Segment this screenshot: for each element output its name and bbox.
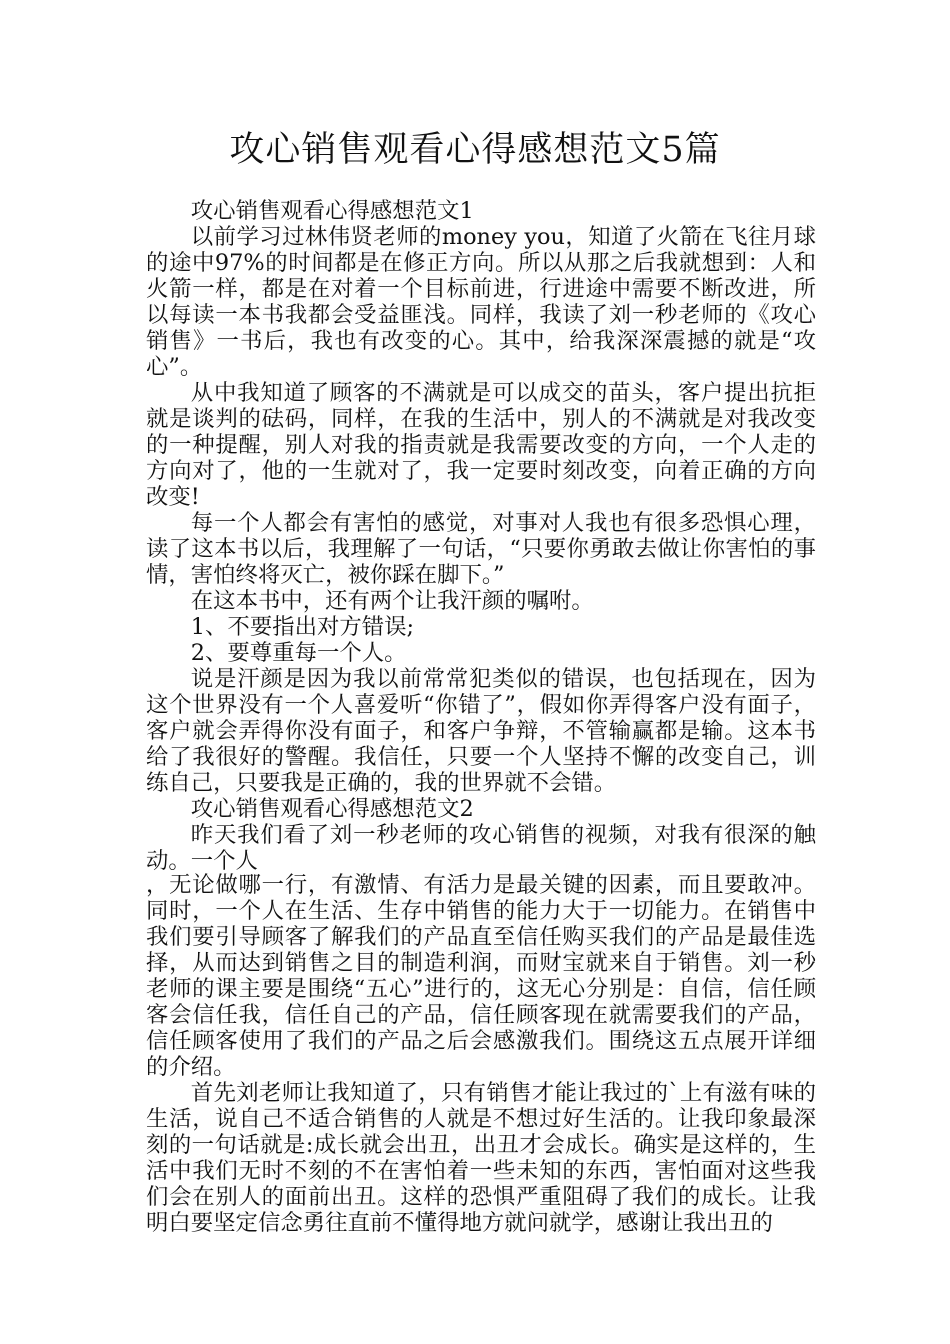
paragraph-continued: ，无论做哪一行，有激情、有活力是最关键的因素，而且要敢冲。同时，一个人在生活、生存中销售的能力大于一切能力。在销售中我们要引导顾客了解我们的产品直至信任购买我们的产品是最佳选择，从而达到销售之目的制造利润，而财宝就来自于销售。刘一秒老师的课主要是围绕“五心”进行的，这无心分别是：自信，信任顾客会信任我，信任自己的产品，信任顾客现在就需要我们的产品，信任顾客使用了我们的产品之后会感激我们。围绕这五点展开详细的介绍。 [146,872,816,1080]
document-title: 攻心销售观看心得感想范文5篇 [229,130,721,170]
paragraph: 每一个人都会有害怕的感觉，对事对人我也有很多恐惧心理，读了这本书以后，我理解了一句话，“只要你勇敢去做让你害怕的事情，害怕终将灭亡，被你踩在脚下。” [146,510,816,588]
paragraph: 昨天我们看了刘一秒老师的攻心销售的视频，对我有很深的触动。一个人 [146,822,816,874]
paragraph: 说是汗颜是因为我以前常常犯类似的错误，也包括现在，因为这个世界没有一个人喜爱听“你错了”，假如你弄得客户没有面子，客户就会弄得你没有面子，和客户争辩，不管输赢都是输。这本书给了我很好的警醒。我信任，只要一个人坚持不懈的改变自己，训练自己，只要我是正确的，我的世界就不会错。 [146,666,816,796]
body-section-a [146,198,816,874]
paragraph: 从中我知道了顾客的不满就是可以成交的苗头，客户提出抗拒就是谈判的砝码，同样，在我的生活中，别人的不满就是对我改变的一种提醒，别人对我的指责就是我需要改变的方向，一个人走的方向对了，他的一生就对了，我一定要时刻改变，向着正确的方向改变! [146,380,816,510]
list-item: 1、不要指出对方错误; [190,614,415,640]
paragraph: 以前学习过林伟贤老师的money you，知道了火箭在飞往月球的途中97%的时间都是在修正方向。所以从那之后我就想到：人和火箭一样，都是在对着一个目标前进，行进途中需要不断改进，所以每读一本书我都会受益匪浅。同样，我读了刘一秒老师的《攻心销售》一书后，我也有改变的心。其中，给我深深震撼的就是“攻心”。 [146,224,816,380]
section-heading-2: 攻心销售观看心得感想范文2 [190,796,474,822]
paragraph: 在这本书中，还有两个让我汗颜的嘱咐。 [190,588,594,614]
paragraph: 首先刘老师让我知道了，只有销售才能让我过的`上有滋有味的生活，说自己不适合销售的人就是不想过好生活的。让我印象最深刻的一句话就是:成长就会出丑，出丑才会成长。确实是这样的，生活中我们无时不刻的不在害怕着一些未知的东西，害怕面对这些我们会在别人的面前出丑。这样的恐惧严重阻碍了我们的成长。让我明白要坚定信念勇往直前不懂得地方就问就学，感谢让我出丑的 [146,1080,816,1236]
list-item: 2、要尊重每一个人。 [190,640,407,666]
section-heading-1: 攻心销售观看心得感想范文1 [190,198,474,224]
body-section-b [146,872,816,1236]
